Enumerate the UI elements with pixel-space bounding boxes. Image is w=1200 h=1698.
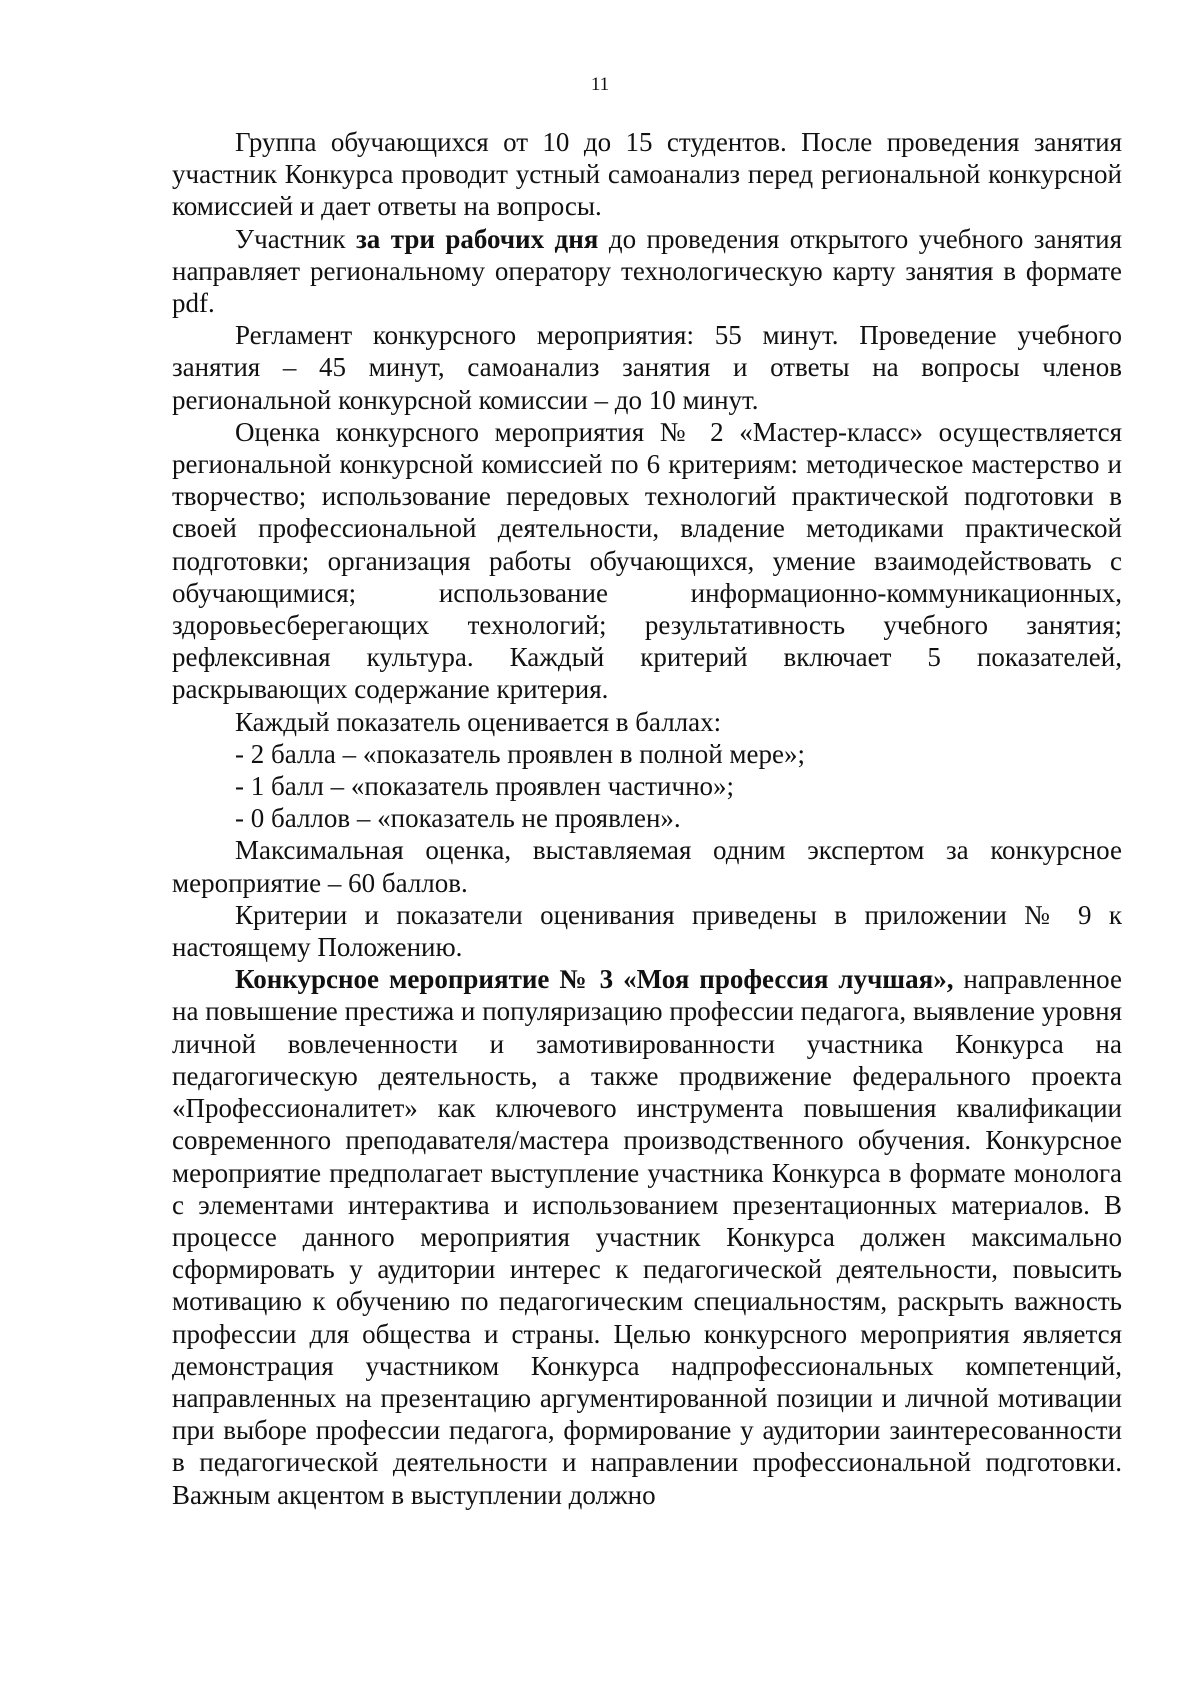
paragraph-group-size: Группа обучающихся от 10 до 15 студентов. После проведения занятия участник Конкурса проводит устный самоанализ перед региональной конкурсной комиссией и дает ответы на вопросы. [172, 127, 1122, 222]
paragraph-text: Участник [235, 223, 356, 254]
paragraph-tech-card-deadline [172, 223, 1122, 320]
list-item-score-2: - 2 балла – «показатель проявлен в полной мере»; [235, 738, 805, 769]
paragraph-competition-event-3 [172, 963, 1122, 1510]
paragraph-text: направленное на повышение престижа и популяризацию профессии педагога, выявление уровня личной вовлеченности и замотивированности участника Конкурса на педагогическую деятельность, а также продвижение федерального проекта «Профессионалитет» как ключевого инструмента повышения квалификации современного преподавателя/мастера производственного обучения. Конкурсное мероприятие предполагает выступление участника Конкурса в формате монолога с элементами интерактива и использованием презентационных материалов. В процессе данного мероприятия участник Конкурса должен максимально сформировать у аудитории интерес к педагогической деятельности, повысить мотивацию к обучению по педагогическим специальностям, раскрыть важность профессии для общества и страны. Целью конкурсного мероприятия является демонстрация участником Конкурса надпрофессиональных компетенций, направленных на презентацию аргументированной позиции и личной мотивации при выборе профессии педагога, формирование у аудитории заинтересованности в педагогической деятельности и направлении профессиональной подготовки. Важным акцентом в выступлении должно [172, 964, 1122, 1510]
emphasis-text: за три рабочих дня [355, 223, 599, 254]
section-heading: Конкурсное мероприятие № 3 «Моя профессия лучшая», [235, 964, 954, 995]
paragraph-evaluation-criteria: Оценка конкурсного мероприятия № 2 «Мастер-класс» осуществляется региональной конкурсной комиссией по 6 критериям: методическое мастерство и творчество; использование передовых технологий практической подготовки в своей профессиональной деятельности, владение методиками практической подготовки; организация работы обучающихся, умение взаимодействовать с обучающимися; использование информационно-коммуникационных, здоровьесберегающих технологий; результативность учебного занятия; рефлексивная культура. Каждый критерий включает 5 показателей, раскрывающих содержание критерия. [172, 416, 1122, 705]
page-number: 11 [590, 74, 610, 95]
paragraph-text: до проведения открытого учебного занятия направляет региональному оператору технологическую карту занятия в формате pdf. [172, 223, 1122, 319]
paragraph-appendix-reference: Критерии и показатели оценивания приведены в приложении № 9 к настоящему Положению. [172, 899, 1122, 963]
paragraph-score-intro: Каждый показатель оценивается в баллах: [235, 706, 722, 737]
paragraph-regulation: Регламент конкурсного мероприятия: 55 минут. Проведение учебного занятия – 45 минут, самоанализ занятия и ответы на вопросы членов региональной конкурсной комиссии – до 10 минут. [172, 320, 1122, 415]
list-item-score-1: - 1 балл – «показатель проявлен частично»; [235, 771, 735, 802]
list-item-score-0: - 0 баллов – «показатель не проявлен». [235, 803, 681, 834]
document-body [172, 126, 1122, 1511]
paragraph-max-score: Максимальная оценка, выставляемая одним экспертом за конкурсное мероприятие – 60 баллов. [172, 835, 1122, 898]
